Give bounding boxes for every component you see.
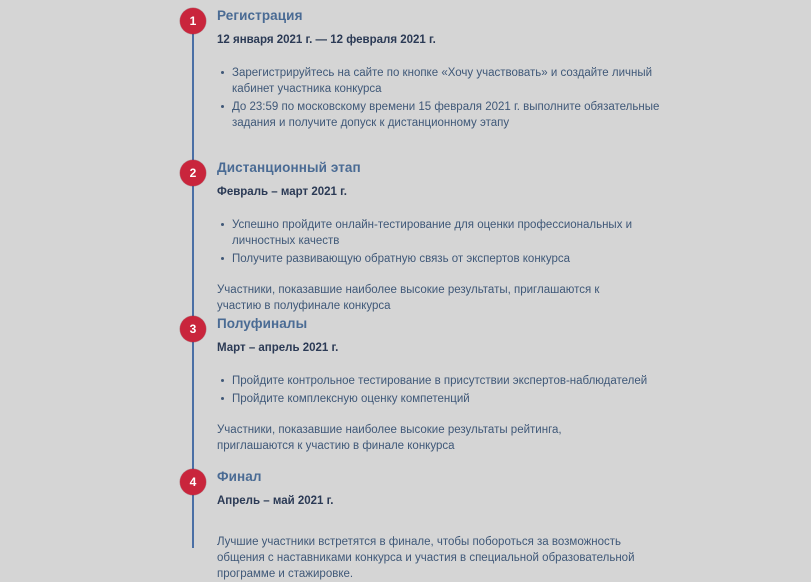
- list-item: [232, 99, 687, 131]
- list-item-text: До 23:59 по московскому времени 15 февраля 2021 г. выполните обязательные задания и получите допуск к дистанционному этапу: [232, 101, 660, 129]
- list-item-text: Пройдите комплексную оценку компетенций: [232, 393, 470, 405]
- list-item: [232, 373, 687, 389]
- list-item-text: Получите развивающую обратную связь от экспертов конкурса: [232, 253, 570, 265]
- stage-number-marker[interactable]: 3: [180, 316, 206, 342]
- stage-body: [217, 469, 687, 582]
- list-item: [232, 391, 687, 407]
- list-item-text: Успешно пройдите онлайн-тестирование для оценки профессиональных и личностных качеств: [232, 219, 633, 247]
- bullet-dot-icon: [221, 223, 224, 226]
- stage-body: [217, 8, 687, 133]
- list-item: [232, 217, 687, 249]
- stage-title: Полуфиналы: [217, 316, 308, 331]
- stage-note: Лучшие участники встретятся в финале, чтобы побороться за возможность общения с наставниками конкурса и участия в специальной образовательной программе и стажировке.: [217, 536, 635, 580]
- bullet-dot-icon: [221, 257, 224, 260]
- stage-dates: Апрель – май 2021 г.: [217, 495, 334, 507]
- stage-number-marker[interactable]: 4: [180, 469, 206, 495]
- stage-body: [217, 316, 687, 454]
- list-item: [232, 251, 687, 267]
- list-item-text: Зарегистрируйтесь на сайте по кнопке «Хочу участвовать» и создайте личный кабинет участника конкурса: [232, 67, 653, 95]
- stage-dates: Март – апрель 2021 г.: [217, 342, 339, 354]
- stage-bullet-list: [217, 373, 687, 407]
- stage-note: Участники, показавшие наиболее высокие результаты, приглашаются к участию в полуфинале конкурса: [217, 284, 600, 312]
- stage-dates: Февраль – март 2021 г.: [217, 186, 347, 198]
- stage-number-marker[interactable]: 1: [180, 8, 206, 34]
- stage-number-marker[interactable]: 2: [180, 160, 206, 186]
- stage-dates: 12 января 2021 г. — 12 февраля 2021 г.: [217, 34, 436, 46]
- bullet-dot-icon: [221, 379, 224, 382]
- bullet-dot-icon: [221, 105, 224, 108]
- stage-title: Регистрация: [217, 8, 303, 23]
- list-item: [232, 65, 687, 97]
- bullet-dot-icon: [221, 71, 224, 74]
- bullet-dot-icon: [221, 397, 224, 400]
- stage-body: [217, 160, 687, 314]
- list-item-text: Пройдите контрольное тестирование в присутствии экспертов-наблюдателей: [232, 375, 648, 387]
- stage-bullet-list: [217, 65, 687, 131]
- stage-bullet-list: [217, 217, 687, 267]
- stage-note: Участники, показавшие наиболее высокие результаты рейтинга, приглашаются к участию в финале конкурса: [217, 424, 562, 452]
- stage-title: Финал: [217, 469, 262, 484]
- stage-title: Дистанционный этап: [217, 160, 361, 175]
